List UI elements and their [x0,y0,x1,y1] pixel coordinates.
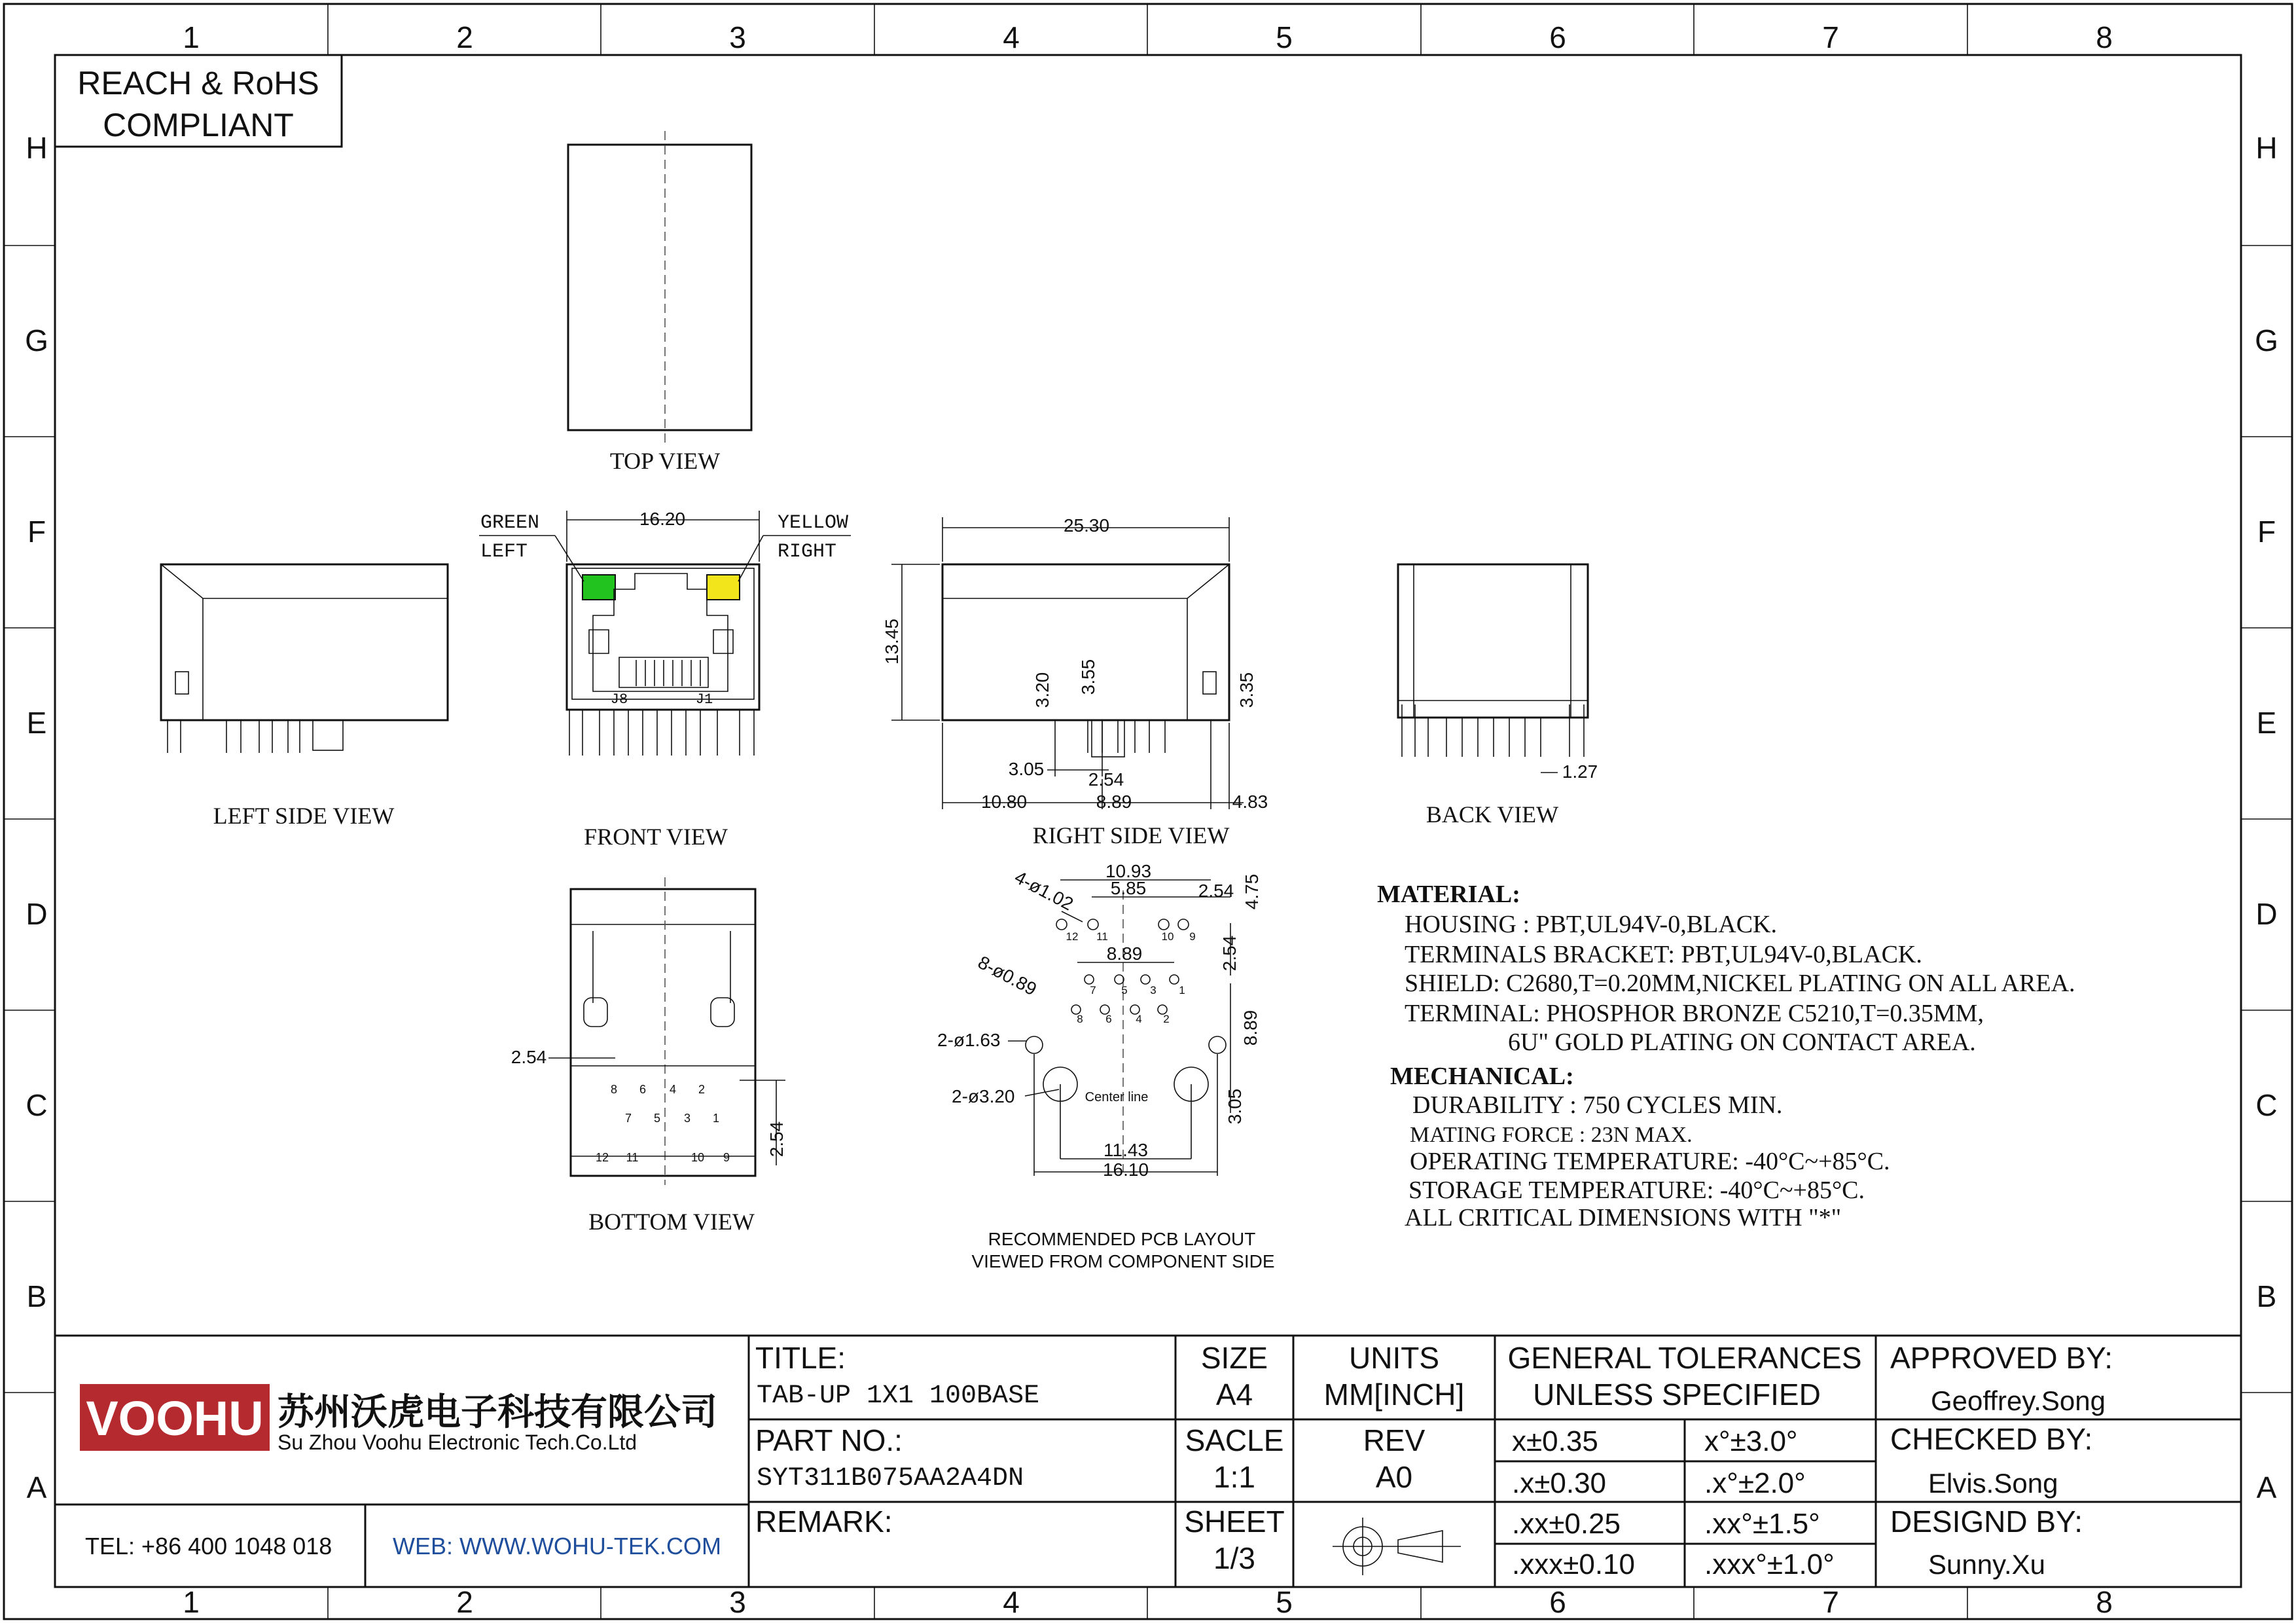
right-length-dim: 25.30 [1063,515,1110,536]
back-view-label: BACK VIEW [1426,801,1559,828]
top-view-label: TOP VIEW [609,448,721,474]
zone-col-7-bottom: 7 [1822,1585,1839,1619]
tol-dot-x-deg: .x°±2.0° [1704,1467,1806,1499]
web: WEB: WWW.WOHU-TEK.COM [393,1533,721,1559]
logo-text: VOOHU [86,1391,264,1446]
zone-row-A-left: A [26,1470,47,1504]
zone-col-1-bottom: 1 [183,1585,200,1619]
pcb-pin-3: 3 [1150,984,1157,996]
zone-col-4-bottom: 4 [1003,1585,1020,1619]
tol-dot-xx-deg: .xx°±1.5° [1704,1508,1820,1540]
pcb-d475: 4.75 [1242,873,1262,910]
zone-col-1-top: 1 [183,20,200,54]
sheet-label: SHEET [1184,1504,1285,1539]
zone-row-A-right: A [2256,1470,2277,1504]
title-value: TAB-UP 1X1 100BASE [757,1381,1040,1411]
bottom-d254-vertical: 2.54 [766,1121,787,1158]
right-side-view-label: RIGHT SIDE VIEW [1032,822,1230,848]
compliance-line-2: COMPLIANT [103,107,294,143]
bottom-view [511,877,787,1235]
zone-col-3-top: 3 [729,20,746,54]
front-j8: J8 [610,691,628,708]
mechanical-line-1: DURABILITY : 750 CYCLES MIN. [1412,1091,1783,1119]
units-value: MM[INCH] [1323,1377,1465,1412]
rev-value: A0 [1375,1460,1413,1494]
size-label: SIZE [1200,1341,1268,1375]
bottom-pin-9: 9 [723,1151,730,1164]
zone-row-B-left: B [26,1279,47,1313]
zone-col-4-top: 4 [1003,20,1020,54]
zone-row-B-right: B [2256,1279,2277,1313]
approved-label: APPROVED BY: [1890,1341,2113,1375]
material-line-2: TERMINALS BRACKET: PBT,UL94V-0,BLACK. [1405,941,1922,968]
pcb-pin-6: 6 [1105,1013,1112,1025]
company-en: Su Zhou Voohu Electronic Tech.Co.Ltd [278,1431,637,1454]
bottom-pin-12: 12 [595,1151,609,1164]
zone-col-8-bottom: 8 [2096,1585,2113,1619]
title-label: TITLE: [755,1341,846,1375]
right-d1080: 10.80 [980,792,1028,812]
scale-label: SACLE [1185,1423,1284,1457]
tolerance-label-1: GENERAL TOLERANCES [1507,1341,1862,1375]
pcb-pin-8: 8 [1077,1013,1083,1025]
tol-dot-xxx: .xxx±0.10 [1512,1548,1636,1580]
tol-dot-x: .x±0.30 [1512,1467,1607,1499]
pcb-pin-9: 9 [1189,930,1196,943]
pcb-d1143: 11.43 [1103,1140,1148,1160]
pcb-centerline: Center line [1085,1090,1149,1104]
yellow-led [707,575,740,600]
projection-symbol-icon [1333,1518,1461,1575]
bottom-pin-10: 10 [691,1151,705,1164]
pcb-d305: 3.05 [1225,1088,1245,1125]
zone-col-2-bottom: 2 [456,1585,473,1619]
mechanical-line-4: STORAGE TEMPERATURE: -40°C~+85°C. [1408,1176,1865,1204]
material-line-3: SHIELD: C2680,T=0.20MM,NICKEL PLATING ON ALL AREA. [1405,970,2075,997]
zone-row-G-right: G [2255,323,2278,357]
pcb-d1610: 16.10 [1102,1159,1149,1180]
zone-col-6-bottom: 6 [1549,1585,1566,1619]
zone-col-5-bottom: 5 [1276,1585,1293,1619]
right-d483: 4.83 [1232,792,1268,812]
front-j1: J1 [695,691,713,708]
right-d305: 3.05 [1008,759,1045,779]
left-side-view-label: LEFT SIDE VIEW [213,803,395,829]
right-d355: 3.55 [1078,659,1098,695]
pcb-holes2a: 2-ø1.63 [937,1030,1001,1050]
right-d335: 3.35 [1236,672,1257,708]
zone-row-D-left: D [26,897,48,931]
zone-col-5-top: 5 [1276,20,1293,54]
pcb-pin-2: 2 [1163,1013,1170,1025]
pcb-d585: 5.85 [1110,878,1147,898]
pcb-d889v: 8.89 [1240,1010,1261,1046]
front-view [479,509,851,850]
front-view-label: FRONT VIEW [584,824,728,850]
part-value: SYT311B075AA2A4DN [757,1464,1024,1493]
zone-row-E-left: E [26,706,47,740]
zone-col-2-top: 2 [456,20,473,54]
pcb-d889: 8.89 [1106,943,1143,964]
compliance-line-1: REACH & RoHS [77,65,319,101]
pcb-holes2b: 2-ø3.20 [952,1086,1015,1106]
part-label: PART NO.: [755,1423,903,1457]
pcb-pin-4: 4 [1136,1013,1142,1025]
right-height-dim: 13.45 [882,618,902,665]
bottom-pin-4: 4 [669,1083,677,1096]
checked-value: Elvis.Song [1928,1468,2058,1499]
pcb-pin-7: 7 [1090,984,1096,996]
green-label: GREEN [480,512,540,534]
size-value: A4 [1215,1377,1253,1412]
zone-col-7-top: 7 [1822,20,1839,54]
zone-row-G-left: G [25,323,48,357]
bottom-view-label: BOTTOM VIEW [588,1209,755,1235]
left-label: LEFT [480,541,528,563]
zone-row-F-right: F [2257,515,2276,549]
bottom-pin-6: 6 [639,1083,647,1096]
tolerance-label-2: UNLESS SPECIFIED [1533,1377,1821,1412]
right-label: RIGHT [778,541,837,563]
material-line-1: HOUSING : PBT,UL94V-0,BLACK. [1405,911,1777,938]
zone-row-H-left: H [26,131,48,165]
pcb-pin-1: 1 [1179,984,1185,996]
company-cn: 苏州沃虎电子科技有限公司 [278,1391,717,1432]
bottom-pin-7: 7 [624,1112,632,1125]
green-led [583,575,615,600]
bottom-pin-5: 5 [653,1112,661,1125]
mechanical-heading: MECHANICAL: [1390,1063,1574,1090]
top-view [568,131,751,474]
pcb-holes4: 4-ø1.02 [1011,866,1077,915]
pcb-pin-12: 12 [1066,930,1079,943]
tol-dot-xxx-deg: .xxx°±1.0° [1704,1548,1835,1580]
zone-row-E-right: E [2256,706,2277,740]
mechanical-line-2: MATING FORCE : 23N MAX. [1410,1123,1693,1147]
material-heading: MATERIAL: [1377,881,1520,908]
zone-col-6-top: 6 [1549,20,1566,54]
right-side-view [882,515,1268,848]
checked-label: CHECKED BY: [1890,1422,2093,1456]
mechanical-line-3: OPERATING TEMPERATURE: -40°C~+85°C. [1410,1148,1890,1175]
bottom-d254-horizontal: 2.54 [511,1047,547,1067]
remark-label: REMARK: [755,1504,893,1539]
compliance-box [55,55,342,147]
pcb-caption-2: VIEWED FROM COMPONENT SIDE [971,1251,1275,1271]
bottom-pin-11: 11 [626,1151,639,1164]
bottom-pin-8: 8 [610,1083,618,1096]
pcb-holes8: 8-ø0.89 [975,951,1040,1000]
design-value: Sunny.Xu [1928,1549,2046,1580]
zone-col-3-bottom: 3 [729,1585,746,1619]
right-d889: 8.89 [1096,792,1132,812]
pcb-pin-5: 5 [1121,984,1128,996]
bottom-pin-3: 3 [683,1112,691,1125]
mechanical-line-5: ALL CRITICAL DIMENSIONS WITH "*" [1405,1204,1842,1231]
rev-label: REV [1363,1423,1426,1457]
design-label: DESIGND BY: [1890,1504,2083,1539]
back-view [1398,564,1598,828]
zone-row-H-right: H [2255,131,2278,165]
pcb-d1093: 10.93 [1105,861,1152,881]
zone-row-D-right: D [2255,897,2278,931]
pcb-d254: 2.54 [1198,881,1234,901]
pcb-pin-10: 10 [1161,930,1174,943]
bottom-pin-2: 2 [698,1083,706,1096]
material-line-4: TERMINAL: PHOSPHOR BRONZE C5210,T=0.35MM, [1405,1000,1984,1027]
scale-value: 1:1 [1213,1460,1255,1494]
tol-x: x±0.35 [1512,1425,1598,1457]
front-width-dim: 16.20 [639,509,686,529]
units-label: UNITS [1349,1341,1439,1375]
zone-row-C-left: C [26,1088,48,1122]
right-d320: 3.20 [1032,672,1052,708]
material-line-5: 6U" GOLD PLATING ON CONTACT AREA. [1508,1029,1976,1056]
right-d254: 2.54 [1088,769,1124,790]
back-pitch-dim: 1.27 [1562,761,1598,782]
pcb-d254v: 2.54 [1219,935,1240,972]
pcb-layout [937,861,1275,1271]
sheet-value: 1/3 [1213,1541,1255,1575]
zone-row-C-right: C [2255,1088,2278,1122]
notes [1377,881,2075,1231]
bottom-pin-1: 1 [712,1112,720,1125]
tol-x-deg: x°±3.0° [1704,1425,1798,1457]
tol-dot-xx: .xx±0.25 [1512,1508,1621,1540]
yellow-label: YELLOW [778,512,849,534]
zone-row-F-left: F [27,515,46,549]
zone-col-8-top: 8 [2096,20,2113,54]
pcb-pin-11: 11 [1096,930,1108,943]
tel: TEL: +86 400 1048 018 [85,1533,332,1559]
left-side-view [161,564,448,829]
title-block [55,1336,2241,1587]
pcb-caption-1: RECOMMENDED PCB LAYOUT [988,1229,1256,1249]
approved-value: Geoffrey.Song [1931,1385,2106,1416]
